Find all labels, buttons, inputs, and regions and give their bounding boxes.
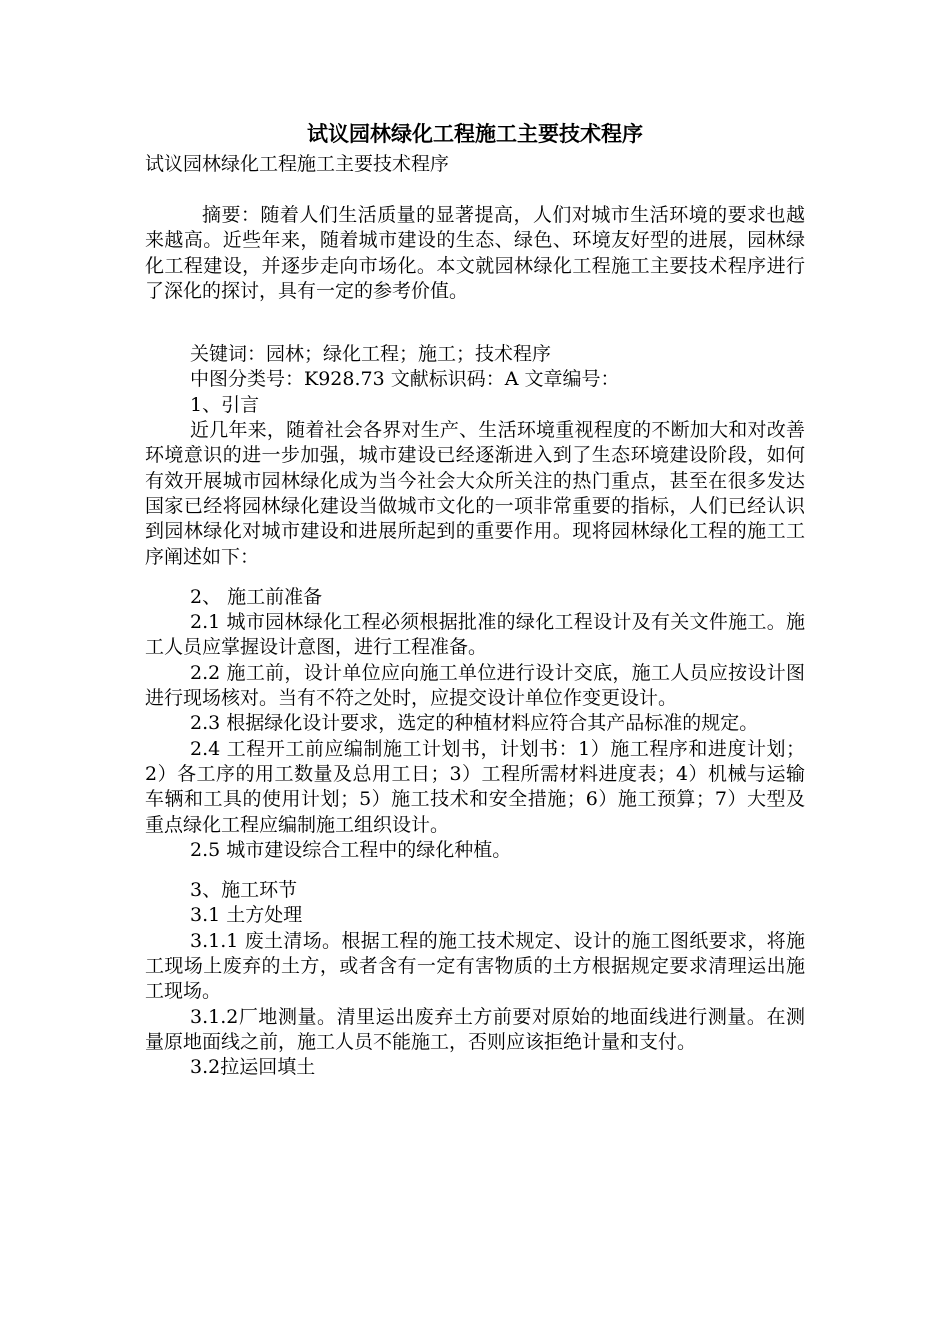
list-item-3-1-2: 3.1.2厂地测量。清里运出废弃土方前要对原始的地面线进行测量。在测量原地面线之前，施工人员不能施工，否则应该拒绝计量和支付。 [145,1005,805,1053]
list-item-2-4: 2.4 工程开工前应编制施工计划书，计划书：1）施工程序和进度计划；2）各工序的用工数量及总用工日；3）工程所需材料进度表；4）机械与运输车辆和工具的使用计划；5）施工技术和安全措施；6）施工预算；7）大型及重点绿化工程应编制施工组织设计。 [145,737,805,836]
document-subtitle: 试议园林绿化工程施工主要技术程序 [145,153,450,175]
section-heading-construction: 3、施工环节 [190,879,298,902]
classification-line: 中图分类号：K928.73 文献标识码：A 文章编号： [190,368,620,391]
document-title: 试议园林绿化工程施工主要技术程序 [307,121,643,146]
list-item-3-1-1: 3.1.1 废土清场。根据工程的施工技术规定、设计的施工图纸要求，将施工现场上废弃的土方，或者含有一定有害物质的土方根据规定要求清理运出施工现场。 [145,929,805,1003]
spacer [145,863,805,878]
section-heading-preparation: 2、 施工前准备 [190,585,323,608]
list-item-2-1: 2.1 城市园林绿化工程必须根据批准的绿化工程设计及有关文件施工。施工人员应掌握设计意图，进行工程准备。 [145,611,805,659]
keywords-line: 关键词：园林；绿化工程；施工；技术程序 [190,343,552,366]
spacer [145,178,805,203]
spacer [145,304,805,342]
list-item-2-2: 2.2 施工前，设计单位应向施工单位进行设计交底，施工人员应按设计图进行现场核对。当有不符之处时，应提交设计单位作变更设计。 [145,661,805,710]
list-item-3-2: 3.2拉运回填土 [190,1056,316,1079]
list-item-2-5: 2.5 城市建设综合工程中的绿化种植。 [190,838,512,861]
spacer [145,570,805,585]
section-heading-introduction: 1、引言 [190,393,260,416]
introduction-paragraph: 近几年来，随着社会各界对生产、生活环境重视程度的不断加大和对改善环境意识的进一步加强，城市建设已经逐渐进入到了生态环境建设阶段，如何有效开展城市园林绿化成为当今社会大众所关注的热门重点，甚至在很多发达国家已经将园林绿化建设当做城市文化的一项非常重要的指标，人们已经认识到园林绿化对城市建设和进展所起到的重要作用。现将园林绿化工程的施工工序阐述如下： [145,419,805,568]
list-item-3-1: 3.1 土方处理 [190,904,303,927]
abstract-paragraph: 摘要：随着人们生活质量的显著提高，人们对城市生活环境的要求也越来越高。近些年来，随着城市建设的生态、绿色、环境友好型的进展，园林绿化工程建设，并逐步走向市场化。本文就园林绿化工程施工主要技术程序进行了深化的探讨，具有一定的参考价值。 [145,204,805,302]
document-page [145,118,805,1081]
list-item-2-3: 2.3 根据绿化设计要求，选定的种植材料应符合其产品标准的规定。 [190,712,759,735]
